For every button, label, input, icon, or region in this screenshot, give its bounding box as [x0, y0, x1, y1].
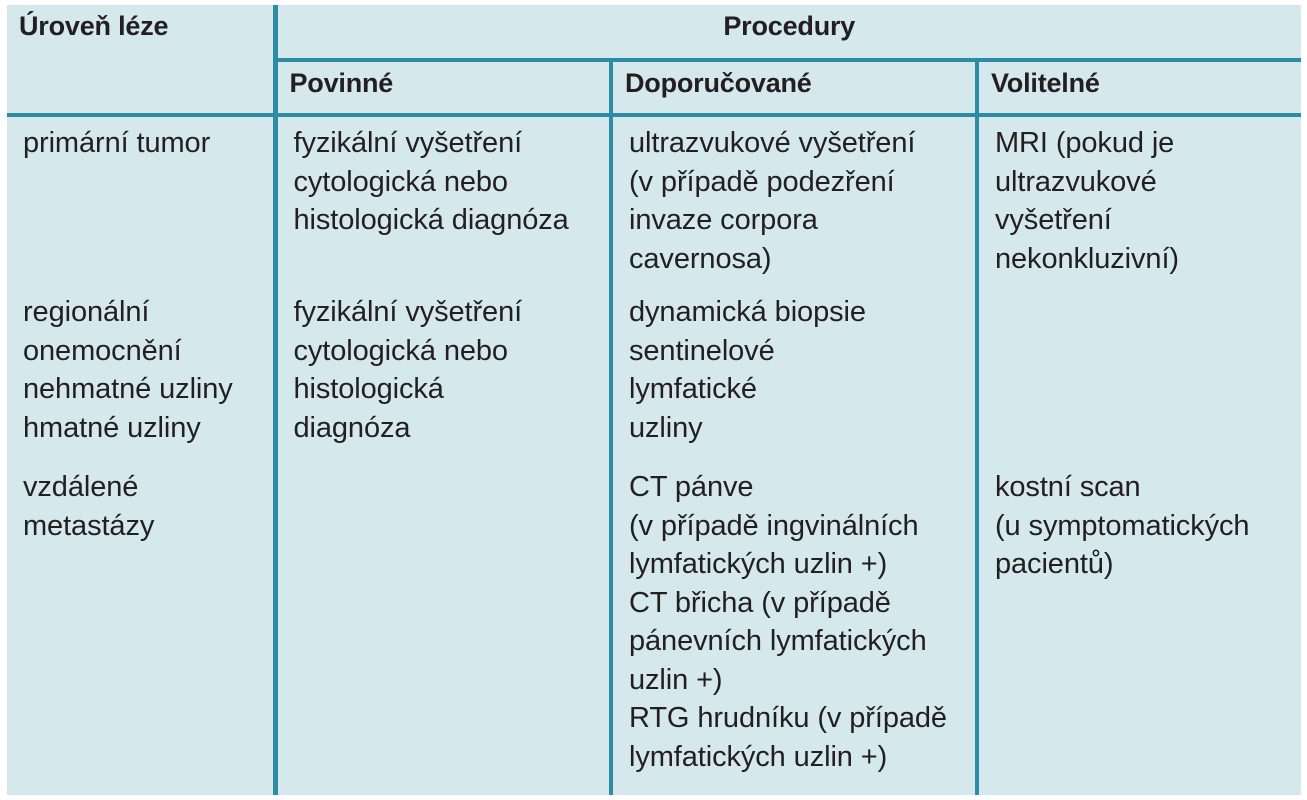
header-level: Úroveň léze [7, 5, 275, 115]
cell-line: pacientů) [995, 548, 1114, 580]
cell-line: nekonkluzivní) [995, 242, 1179, 275]
cell-line: (v případě ingvinálních [629, 509, 919, 542]
cell-line: nehmatné uzliny [23, 373, 233, 405]
cell-mandatory [275, 288, 611, 460]
cell-level [7, 115, 275, 288]
cell-line: sentinelové [629, 334, 775, 367]
cell-line: (v případě podezření [629, 165, 895, 198]
cell-recommended [611, 460, 977, 795]
cell-line: lymfatických uzlin +) [629, 548, 888, 580]
cell-line: lymfatických uzlin +) [629, 740, 888, 773]
cell-line: uzlin +) [629, 663, 723, 696]
cell-line: invaze corpora [629, 204, 818, 236]
cell-optional [977, 460, 1301, 795]
header-optional: Volitelné [977, 60, 1301, 115]
cell-line: fyzikální vyšetření [293, 127, 523, 159]
cell-recommended [611, 115, 977, 288]
header-mandatory: Povinné [275, 60, 611, 115]
cell-mandatory [275, 115, 611, 288]
cell-line: uzliny [629, 411, 703, 444]
cell-line: vyšetření [995, 204, 1112, 236]
cell-line: onemocnění [23, 334, 182, 367]
cell-line: ultrazvukové [995, 165, 1157, 198]
header-procedures: Procedury [275, 5, 1301, 60]
cell-line: kostní scan [995, 471, 1141, 503]
procedures-table-container [7, 5, 1301, 795]
cell-line: ultrazvukové vyšetření [629, 127, 916, 159]
cell-line: histologická [293, 373, 444, 405]
cell-line: CT břicha (v případě [629, 586, 891, 619]
cell-level [7, 460, 275, 795]
cell-optional [977, 115, 1301, 288]
cell-level [7, 288, 275, 460]
cell-line: fyzikální vyšetření [293, 296, 523, 328]
cell-line: hmatné uzliny [23, 411, 201, 444]
cell-line: dynamická biopsie [629, 296, 866, 328]
cell-line: diagnóza [293, 411, 411, 444]
cell-line: metastázy [23, 509, 155, 542]
cell-line: histologická diagnóza [293, 204, 569, 236]
cell-optional [977, 288, 1301, 460]
cell-line: cavernosa) [629, 242, 772, 275]
table-row [7, 460, 1301, 795]
table-row [7, 288, 1301, 460]
cell-line: cytologická nebo [293, 334, 508, 367]
cell-line: cytologická nebo [293, 165, 508, 198]
cell-line: RTG hrudníku (v případě [629, 702, 947, 734]
header-recommended: Doporučované [611, 60, 977, 115]
cell-line: primární tumor [23, 127, 211, 159]
cell-line: pánevních lymfatických [629, 625, 927, 657]
cell-line: (u symptomatických [995, 509, 1250, 542]
procedures-table [7, 5, 1301, 795]
table-row [7, 115, 1301, 288]
cell-line: CT pánve [629, 471, 754, 503]
cell-line: lymfatické [629, 373, 757, 405]
cell-line: regionální [23, 296, 150, 328]
cell-recommended [611, 288, 977, 460]
cell-line: vzdálené [23, 471, 139, 503]
cell-line: MRI (pokud je [995, 127, 1175, 159]
cell-mandatory [275, 460, 611, 795]
